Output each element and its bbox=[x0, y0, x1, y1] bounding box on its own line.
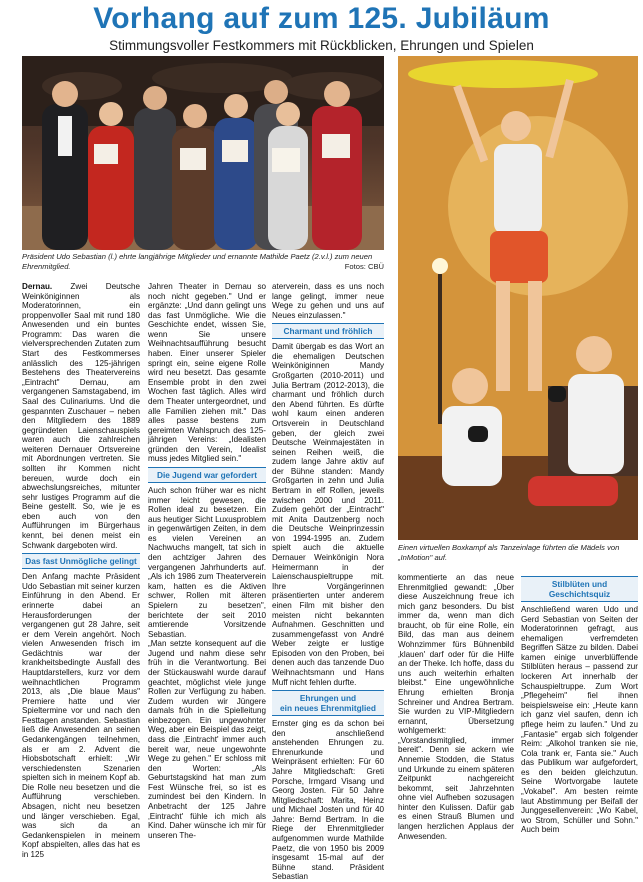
subheading: Charmant und fröhlich bbox=[272, 323, 384, 339]
subheading-line-1: Ehrungen und bbox=[299, 693, 357, 704]
paragraph: Auch schon früher war es nicht immer leicht gewesen, die Rollen ideal zu besetzen. Ein aus heutiger Sicht Luxusproblem in gegenwärtigen Zeiten, in dem es vielen Vereinen an Nachwuchs mangelt, tat sich in den achtziger Jahren des vergangenen Jahrhunderts auf. „Als ich 1986 zum Theaterverein kam, hatten es die Aktiven schwer, Rollen mit älteren Spielern zu besetzen", berichtete der seit 2010 amtierende Vorsitzende Sebastian. bbox=[148, 485, 266, 639]
subheading: Das fast Unmögliche gelingt bbox=[22, 553, 140, 569]
paragraph: kommentierte an das neue Ehrenmitglied gewandt: „Über diese Auszeichnung freue ich mich ganz besonders. Du bist immer da, wenn man dich braucht, ob für eine Rolle, ein Bild, das man aus deinem Wohnzimmer fürs Bühnenbild ‚klauen' darf oder für die Hilfe an der Theke. Ich hoffe, dass du uns auch weiterhin erhalten bleibst." Eine ungewöhnliche Ehrung erhielten Bronja Schreiner und Andrea Bertram. Sie wurden zu VIP-Mitgliedern ernannt, Übersetzung wohlgemerkt: „Vorstandsmitglied, immer bereit". Denn sie ackern wie Annemie Stodden, die Status und Urkunde zu einem späteren Zeitpunkt nachgereicht bekommt, seit Jahrzehnten ohne viel Aufheben sozusagen hinter den Kulissen. Dafür gab es einen Strauß Blumen und langen herzlichen Applaus der Anwesenden. bbox=[398, 573, 514, 841]
dance-photo-illustration bbox=[398, 56, 638, 540]
article-column-5 bbox=[521, 573, 638, 835]
photo-credit: Fotos: CBÜ bbox=[344, 261, 384, 271]
article-column-2 bbox=[148, 282, 266, 840]
headline: Vorhang auf zum 125. Jubiläum bbox=[93, 2, 550, 35]
dance-photo bbox=[398, 56, 638, 540]
paragraph bbox=[22, 282, 140, 550]
paragraph: „Man setzte konsequent auf die Jugend und nahm diese sehr früh in die Verantwortung. Bei der Stückauswahl wurde darauf geachtet, möglichst viele junge Rollen zur Verfügung zu haben. Zudem wurden wir Jüngere damals früh in die Spielleitung einbezogen. Ein ungewohnter Weg, aber ein Beispiel das zeigt, dass die ‚Eintracht' immer auch bereit war, neue ungewohnte Wege zu gehen." Er schloss mit den Worten: „Als Geburtstagskind hat man zum Fest Wünsche frei, so ist es zumindest bei den Kindern. In Anbetracht der 125 Jahre ‚Eintracht' fühle ich mich als Kind. Daher wünsche ich mir für unseren The- bbox=[148, 639, 266, 840]
article-column-1 bbox=[22, 282, 140, 859]
subheading: Stilblüten und Geschichtsquiz bbox=[521, 576, 638, 602]
article-column-4 bbox=[398, 573, 514, 841]
group-photo bbox=[22, 56, 384, 250]
article-column-3 bbox=[272, 282, 384, 882]
subheadline: Stimmungsvoller Festkommers mit Rückblicken, Ehrungen und Spielen bbox=[109, 38, 534, 53]
group-photo-caption-text: Präsident Udo Sebastian (l.) ehrte langjährige Mitglieder und ernannte Mathilde Paetz (2.v.l.) zum neuen Ehrenmitglied. bbox=[22, 252, 373, 271]
paragraph: aterverein, dass es uns noch lange gelingt, immer neue Wege zu gehen und uns auf Neues einzulassen." bbox=[272, 282, 384, 320]
group-photo-caption bbox=[22, 252, 384, 271]
group-photo-illustration bbox=[22, 56, 384, 250]
paragraph-text: Zwei Deutsche Weinköniginnen als Moderatorinnen, ein proppenvoller Saal mit rund 180 Anwesenden und ein buntes Programm: Das waren die vielversprechenden Zutaten zum Start des Festkommerses anlässlich des 125-jährigen Bestehens des Theatervereins „Eintracht" Dernau, am vergangenen Samstagabend, im Saal des Culinariums. Und die gespannten Zuschauer – neben den Mitgliedern des 1889 gegründeten Laienschauspiels waren auch die zahlreichen weiteren Dernauer Ortsvereine mit Abordnungen vertreten. Sie sollten ihr Kommen nicht bereuen, wurde doch ein abwechslungsreiches, mitunter sehr lustiges Programm auf die Beine gestellt. So, wie je es eben auch von den Aufführungen im Bürgerhaus kennt, bei denen meist ein Schwank dargeboten wird. bbox=[22, 282, 140, 550]
subheading-line-2: ein neues Ehrenmitglied bbox=[280, 703, 376, 714]
paragraph: Damit übergab es das Wort an die ehemaligen Deutschen Weinköniginnen Mandy Großgarten (2010-2011) und Julia Bertram (2012-2013), die charmant und fröhlich durch den Abend führten. Es dürfte wohl kaum einen anderen Ortsverein in Deutschland geben, der gleich zwei Deutsche Weinmajestäten in seinen Reihen weiß, die zudem lange Jahre aktiv auf der Bühne standen: Mandy Großgarten in zehn und Julia Bertram in elf Rollen, jeweils zwischen 2000 und 2011. Zudem gehört der „Eintracht" mit Anita Dautzenberg noch die Deutsche Weinprinzessin von 1994-1995 an. Zudem spielt auch die aktuelle Dernauer Weinkönigin Nora Heimermann in der Laienschauspieltruppe mit. Ihre Vorgängerinnen präsentierten unter anderem einen Film mit bisher den meisten nicht bekannten Aufnahmen. Geschnitten und zusammengefasst von André Weber zeigte er lustige Episoden von den Proben, bei denen auch das tanzende Duo Weihnachtsmann und Hans Muff nicht fehlen durfte. bbox=[272, 342, 384, 687]
subheading: Die Jugend war gefordert bbox=[148, 467, 266, 483]
subheading bbox=[272, 690, 384, 716]
paragraph: Den Anfang machte Präsident Udo Sebastian mit seiner kurzen Einführung in den Abend. Er erinnerte dabei an Herausforderungen der vergangenen gut 28 Jahre, seit er dem Verein angehört. Noch vielen Anwesenden frisch im Gedächtnis war der krankheitsbedingte Ausfall des Hauptdarstellers, kurz vor dem weihnachtlichen Programm 2013, als „Die blaue Maus" Premiere hatte und vier Spieltermine vor und nach den Festtagen anstanden. Sebastian ließ die Anwesenden an seinen Gedankengängen teilnehmen, als er am 2. Advent die Hiobsbotschaft erhielt: „Wir verschiedensten Szenarien spielten sich in meinem Kopf ab. Die Rolle neu besetzen und die Aufführung verschieben. Absagen, nicht neu besetzen und länger verschieben. Egal, was sich da an Gedankenspielen in meinem Kopf abspielten, alles das hat es in 125 bbox=[22, 572, 140, 859]
dance-photo-caption: Einen virtuellen Boxkampf als Tanzeinlage führten die Mädels von „InMotion" auf. bbox=[398, 543, 620, 562]
paragraph: Ernster ging es da schon bei den anschließend anstehenden Ehrungen zu. Ehrenurkunde und Weinpräsent erhielten: Für 60 Jahre Mitgliedschaft: Greti Porsche, Irmgard Visang und Georg Josten. Für 50 Jahre Mitgliedschaft: Marita, Heinz und Michael Josten und für 40 Jahre: Bernd Bertram. In die Riege der Ehrenmitglieder aufgenommen wurde Mathilde Paetz, die von 1950 bis 2009 insgesamt 15-mal auf der Bühne stand. Präsident Sebastian bbox=[272, 719, 384, 882]
dateline: Dernau. bbox=[22, 282, 53, 291]
paragraph: Jahren Theater in Dernau so noch nicht gegeben." Und er ergänzte: „Und dann gelingt uns das fast Unmögliche. Wie die Geschichte endet, wissen Sie, wenn Sie unsere Weihnachtsaufführung besucht haben. Einer unserer Spieler springt ein, seine eigene Rolle wird neu besetzt. Das gesamte Ensemble probt in den zwei Wochen fast täglich. Alles wird dem Theater untergeordnet, und alle Familien ziehen mit." Das alles passe bestens zum gereimten Wahlspruch des 125-jährigen Vereins: „Idealisten gründen den Verein, Idealist muss jedes Mitglied sein." bbox=[148, 282, 266, 464]
paragraph: Anschließend waren Udo und Gerd Sebastian von Seiten der Moderatorinnen gefragt, aus ehemaligen verfremdeten Begriffen Sätze zu bilden. Dabei kamen einige unverblüffende Stilblüten heraus – passend zur lockeren Art innerhalb der Schauspieltruppe. Zum Wort „Pflegeheim" fiel ihnen beispielsweise ein: „Heute kann ich ganz viel saufen, denn ich pflege heim zu laufen." Und zu „Fantasie" ergab sich folgender Reim: „Alkohol tranken sie nie, Cola trank er, Fanta sie." Auch das Publikum war aufgefordert, es den beiden gleichzutun. Seine Wortvorgabe lautete „Vokabel". Am besten reimte laut Abstimmung per Beifall der Junggesellenverein: „Wo Kabel, wo Strom, Schüller und Sohn." Auch beim bbox=[521, 605, 638, 835]
